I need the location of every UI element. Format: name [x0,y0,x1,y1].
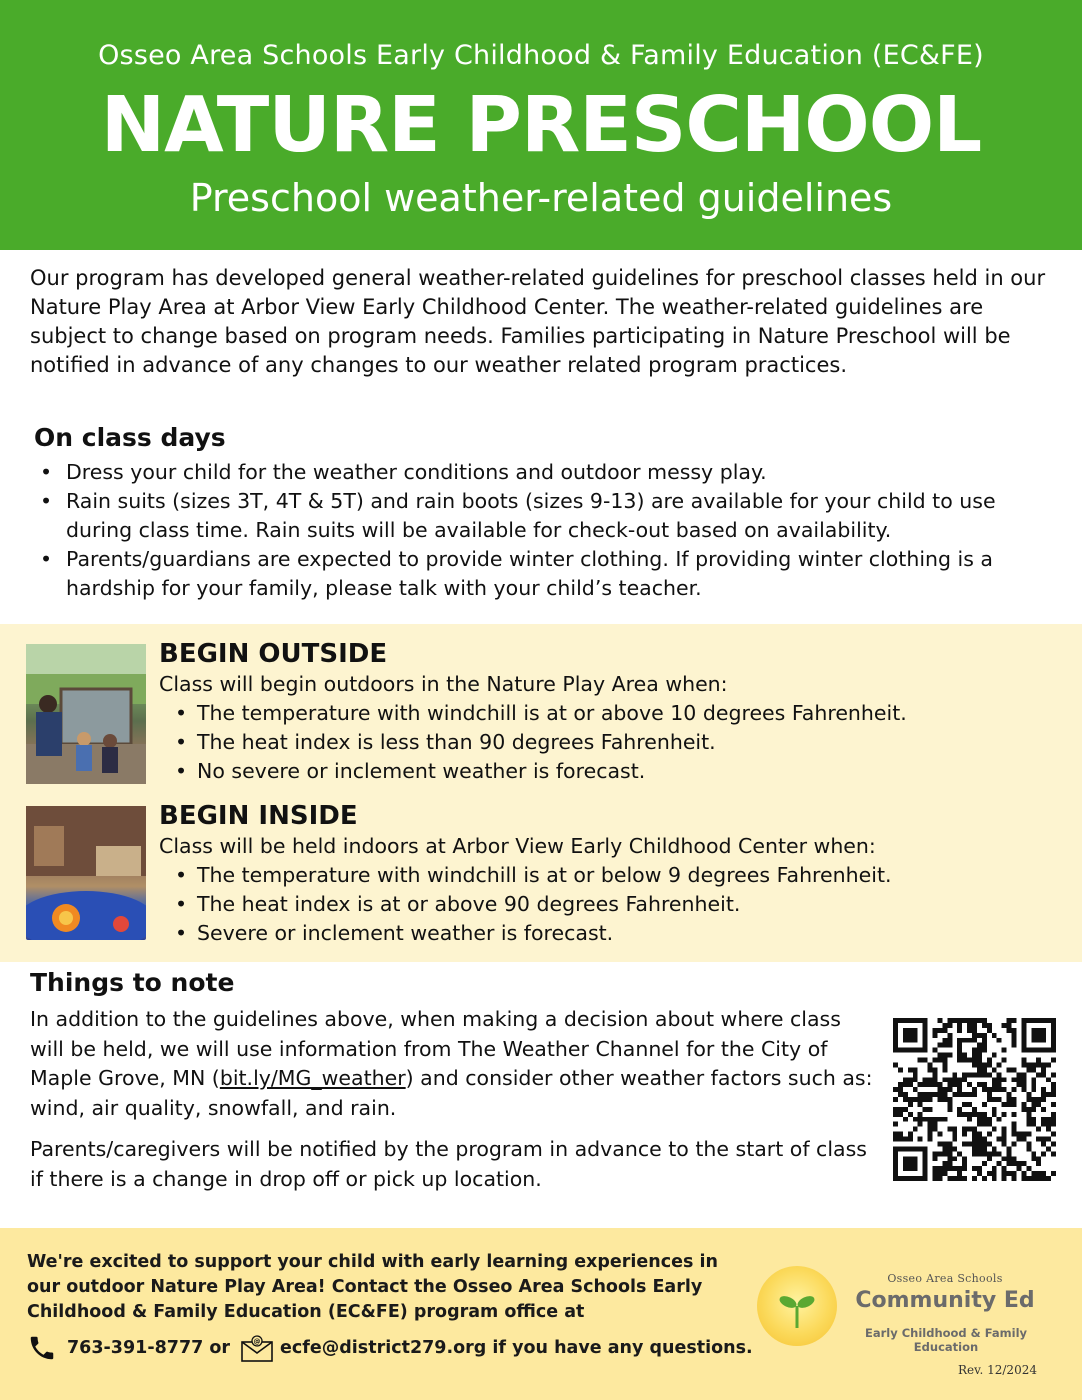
phone-number[interactable]: 763-391-8777 or [67,1338,231,1358]
class-days-heading: On class days [34,423,226,452]
conditions-band [0,624,1082,962]
list-item: • Dress your child for the weather conditions and outdoor messy play. [30,458,1050,487]
notification-paragraph: Parents/caregivers will be notified by the program in advance to the start of class if there is a change in drop off or pick up location. [30,1137,867,1191]
indoor-class-photo [26,806,146,940]
begin-inside-block [159,800,1059,948]
list-item: • Rain suits (sizes 3T, 4T & 5T) and rain boots (sizes 9-13) are available for your child to use during class time. Rain suits will be available for check-out based on availability. [30,487,1050,545]
class-days-list [30,458,1050,603]
things-to-note-heading: Things to note [30,968,235,997]
organization-name: Osseo Area Schools Early Childhood & Family Education (EC&FE) [98,40,984,71]
list-item: • The temperature with windchill is at or above 10 degrees Fahrenheit. [159,699,1059,728]
qr-code-graphic [892,1018,1057,1181]
contact-row [27,1330,763,1366]
list-item: • No severe or inclement weather is forecast. [159,757,1059,786]
begin-outside-list [159,699,1059,786]
outdoor-photo-illustration [26,644,146,784]
begin-inside-title: BEGIN INSIDE [159,801,358,831]
logo-district-name: Osseo Area Schools [887,1272,1003,1285]
logo-community-ed: Community Ed [855,1288,1035,1313]
email-address[interactable]: ecfe@district279.org if you have any questions. [280,1338,753,1358]
begin-inside-list [159,861,1059,948]
weather-link[interactable]: bit.ly/MG_weather [219,1066,406,1090]
list-item: • Parents/guardians are expected to provide winter clothing. If providing winter clothing is a hardship for your family, please talk with your child’s teacher. [30,545,1050,603]
weather-source-text-2: ) and consider other weather factors such as: wind, air quality, snowfall, and rain. [30,1066,873,1120]
outdoor-class-photo [26,644,146,784]
header-banner [0,0,1082,250]
community-ed-logo-icon [757,1266,837,1346]
begin-outside-block [159,638,1059,786]
page-subtitle: Preschool weather-related guidelines [189,176,893,220]
page-title: NATURE PRESCHOOL [100,81,982,170]
list-item: • The temperature with windchill is at or below 9 degrees Fahrenheit. [159,861,1059,890]
phone-icon [27,1333,61,1363]
begin-outside-intro: Class will begin outdoors in the Nature Play Area when: [159,672,728,696]
svg-text:@: @ [253,1337,261,1346]
intro-paragraph: Our program has developed general weather-related guidelines for preschool classes held in our Nature Play Area at Arbor View Early Childhood Center. The weather-related guidelines are subject to change based on program needs. Families participating in Nature Preschool will be notified in advance of any changes to our weather related program practices. [30,266,1046,377]
list-item: • The heat index is at or above 90 degrees Fahrenheit. [159,890,1059,919]
list-item: • Severe or inclement weather is forecast. [159,919,1059,948]
revision-date: Rev. 12/2024 [958,1363,1037,1377]
weather-source-text-1: In addition to the guidelines above, when making a decision about where class will be held, we will use information from The Weather Channel for the City of Maple Grove, MN ( [30,1007,841,1090]
begin-inside-intro: Class will be held indoors at Arbor View Early Childhood Center when: [159,834,876,858]
begin-outside-title: BEGIN OUTSIDE [159,639,388,669]
footer-band [0,1228,1082,1400]
logo-subtitle: Early Childhood & Family Education [864,1326,1028,1354]
indoor-photo-illustration [26,806,146,940]
weather-source-paragraph [30,1005,880,1123]
qr-code[interactable] [892,1018,1057,1181]
list-item: • The heat index is less than 90 degrees Fahrenheit. [159,728,1059,757]
email-icon [240,1333,274,1363]
footer-message: We're excited to support your child with early learning experiences in our outdoor Nature Play Area! Contact the Osseo Area Schools Early Childhood & Family Education (EC&FE) program office at [27,1252,718,1322]
